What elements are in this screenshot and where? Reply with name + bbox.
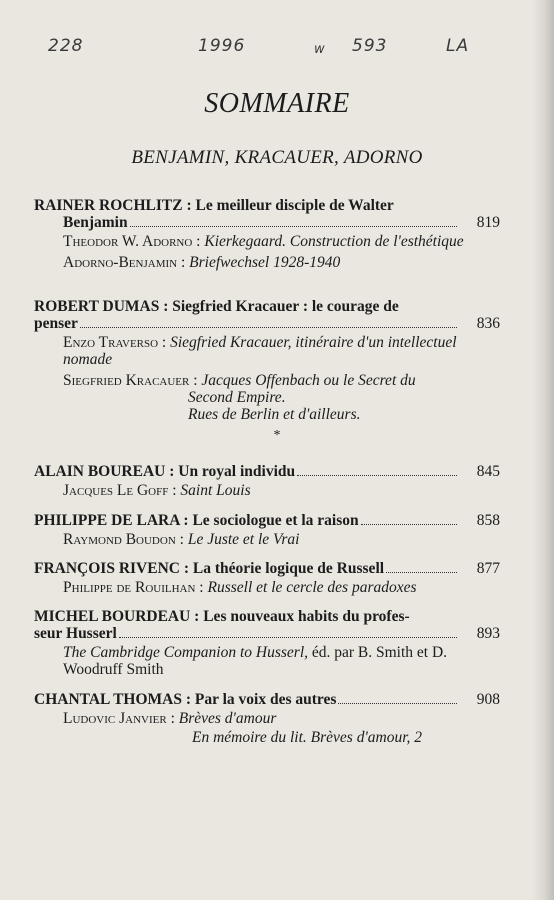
dot-leader — [80, 327, 457, 328]
reviewed-author: Siegfried Kracauer : — [63, 372, 198, 389]
section-separator: * — [273, 428, 281, 443]
reviewed-title: Kierkegaard. Construction de l'esthétique — [204, 233, 464, 250]
toc-entry-bourdeau — [34, 608, 500, 678]
handwritten-note-228: 228 — [48, 36, 84, 56]
page-number: 858 — [476, 512, 500, 529]
page-number: 908 — [476, 691, 500, 708]
section-subtitle: BENJAMIN, KRACAUER, ADORNO — [131, 147, 423, 168]
reviewed-author: Adorno-Benjamin : — [63, 254, 186, 271]
reviewed-title: Siegfried Kracauer, itinéraire d'un intellectuel nomade — [63, 334, 457, 368]
entry-heading: CHANTAL THOMAS : Par la voix des autres — [34, 691, 337, 708]
reviewed-author: Enzo Traverso : — [63, 334, 167, 351]
reviewed-author: Raymond Boudon : — [63, 531, 184, 548]
handwritten-note-w: w — [314, 42, 326, 57]
entry-heading-cont: Benjamin — [63, 214, 128, 231]
reviewed-author: Jacques Le Goff : — [63, 482, 177, 499]
reviewed-editors: éd. par B. Smith et D. Woodruff Smith — [63, 644, 448, 678]
dot-leader — [338, 703, 457, 704]
toc-entry-rochlitz — [34, 197, 500, 271]
dot-leader — [119, 637, 457, 638]
entry-heading: PHILIPPE DE LARA : Le sociologue et la raison — [34, 512, 359, 529]
page-title: SOMMAIRE — [204, 88, 350, 119]
reviewed-title-cont: Second Empire. — [188, 389, 286, 406]
toc-entry-rivenc — [34, 560, 500, 596]
entry-heading-cont: penser — [34, 315, 78, 332]
reviewed-author: Philippe de Rouilhan : — [63, 579, 204, 596]
dot-leader — [297, 475, 457, 476]
reviewed-author: Theodor W. Adorno : — [63, 233, 201, 250]
entry-heading: ALAIN BOUREAU : Un royal individu — [34, 463, 296, 480]
handwritten-note-la: LA — [446, 36, 470, 56]
reviewed-title: Le Juste et le Vrai — [187, 531, 300, 548]
reviewed-title-2: Rues de Berlin et d'ailleurs. — [188, 406, 361, 423]
reviewed-title: Saint Louis — [180, 482, 251, 499]
page-number: 877 — [476, 560, 500, 577]
handwritten-note-year: 1996 — [198, 36, 246, 56]
page-edge-shadow — [532, 0, 554, 900]
page-number: 819 — [476, 214, 500, 231]
page-number: 836 — [476, 315, 500, 332]
reviewed-title: The Cambridge Companion to Husserl, — [63, 644, 308, 661]
page-number: 893 — [476, 625, 500, 642]
entry-heading: MICHEL BOURDEAU : Les nouveaux habits du profes- — [34, 608, 410, 625]
reviewed-author: Ludovic Janvier : — [63, 710, 175, 727]
toc-entry-boureau — [34, 463, 500, 499]
dot-leader — [130, 226, 457, 227]
dot-leader — [361, 524, 457, 525]
handwritten-note-593: 593 — [352, 36, 388, 56]
reviewed-title: Briefwechsel 1928-1940 — [189, 254, 341, 271]
toc-entry-thomas — [34, 691, 500, 746]
reviewed-title-2: En mémoire du lit. Brèves d'amour, 2 — [192, 729, 423, 746]
entry-heading: ROBERT DUMAS : Siegfried Kracauer : le courage de — [34, 298, 399, 315]
toc-entry-de-lara — [34, 512, 500, 548]
page-number: 845 — [476, 463, 500, 480]
entry-heading: RAINER ROCHLITZ : Le meilleur disciple de Walter — [34, 197, 394, 214]
entry-heading-cont: seur Husserl — [34, 625, 117, 642]
reviewed-title: Brèves d'amour — [178, 710, 277, 727]
toc-entry-dumas — [34, 298, 500, 423]
reviewed-title: Jacques Offenbach ou le Secret du — [201, 372, 416, 389]
dot-leader — [386, 572, 457, 573]
entry-heading: FRANÇOIS RIVENC : La théorie logique de Russell — [34, 560, 385, 577]
reviewed-title: Russell et le cercle des paradoxes — [207, 579, 417, 596]
